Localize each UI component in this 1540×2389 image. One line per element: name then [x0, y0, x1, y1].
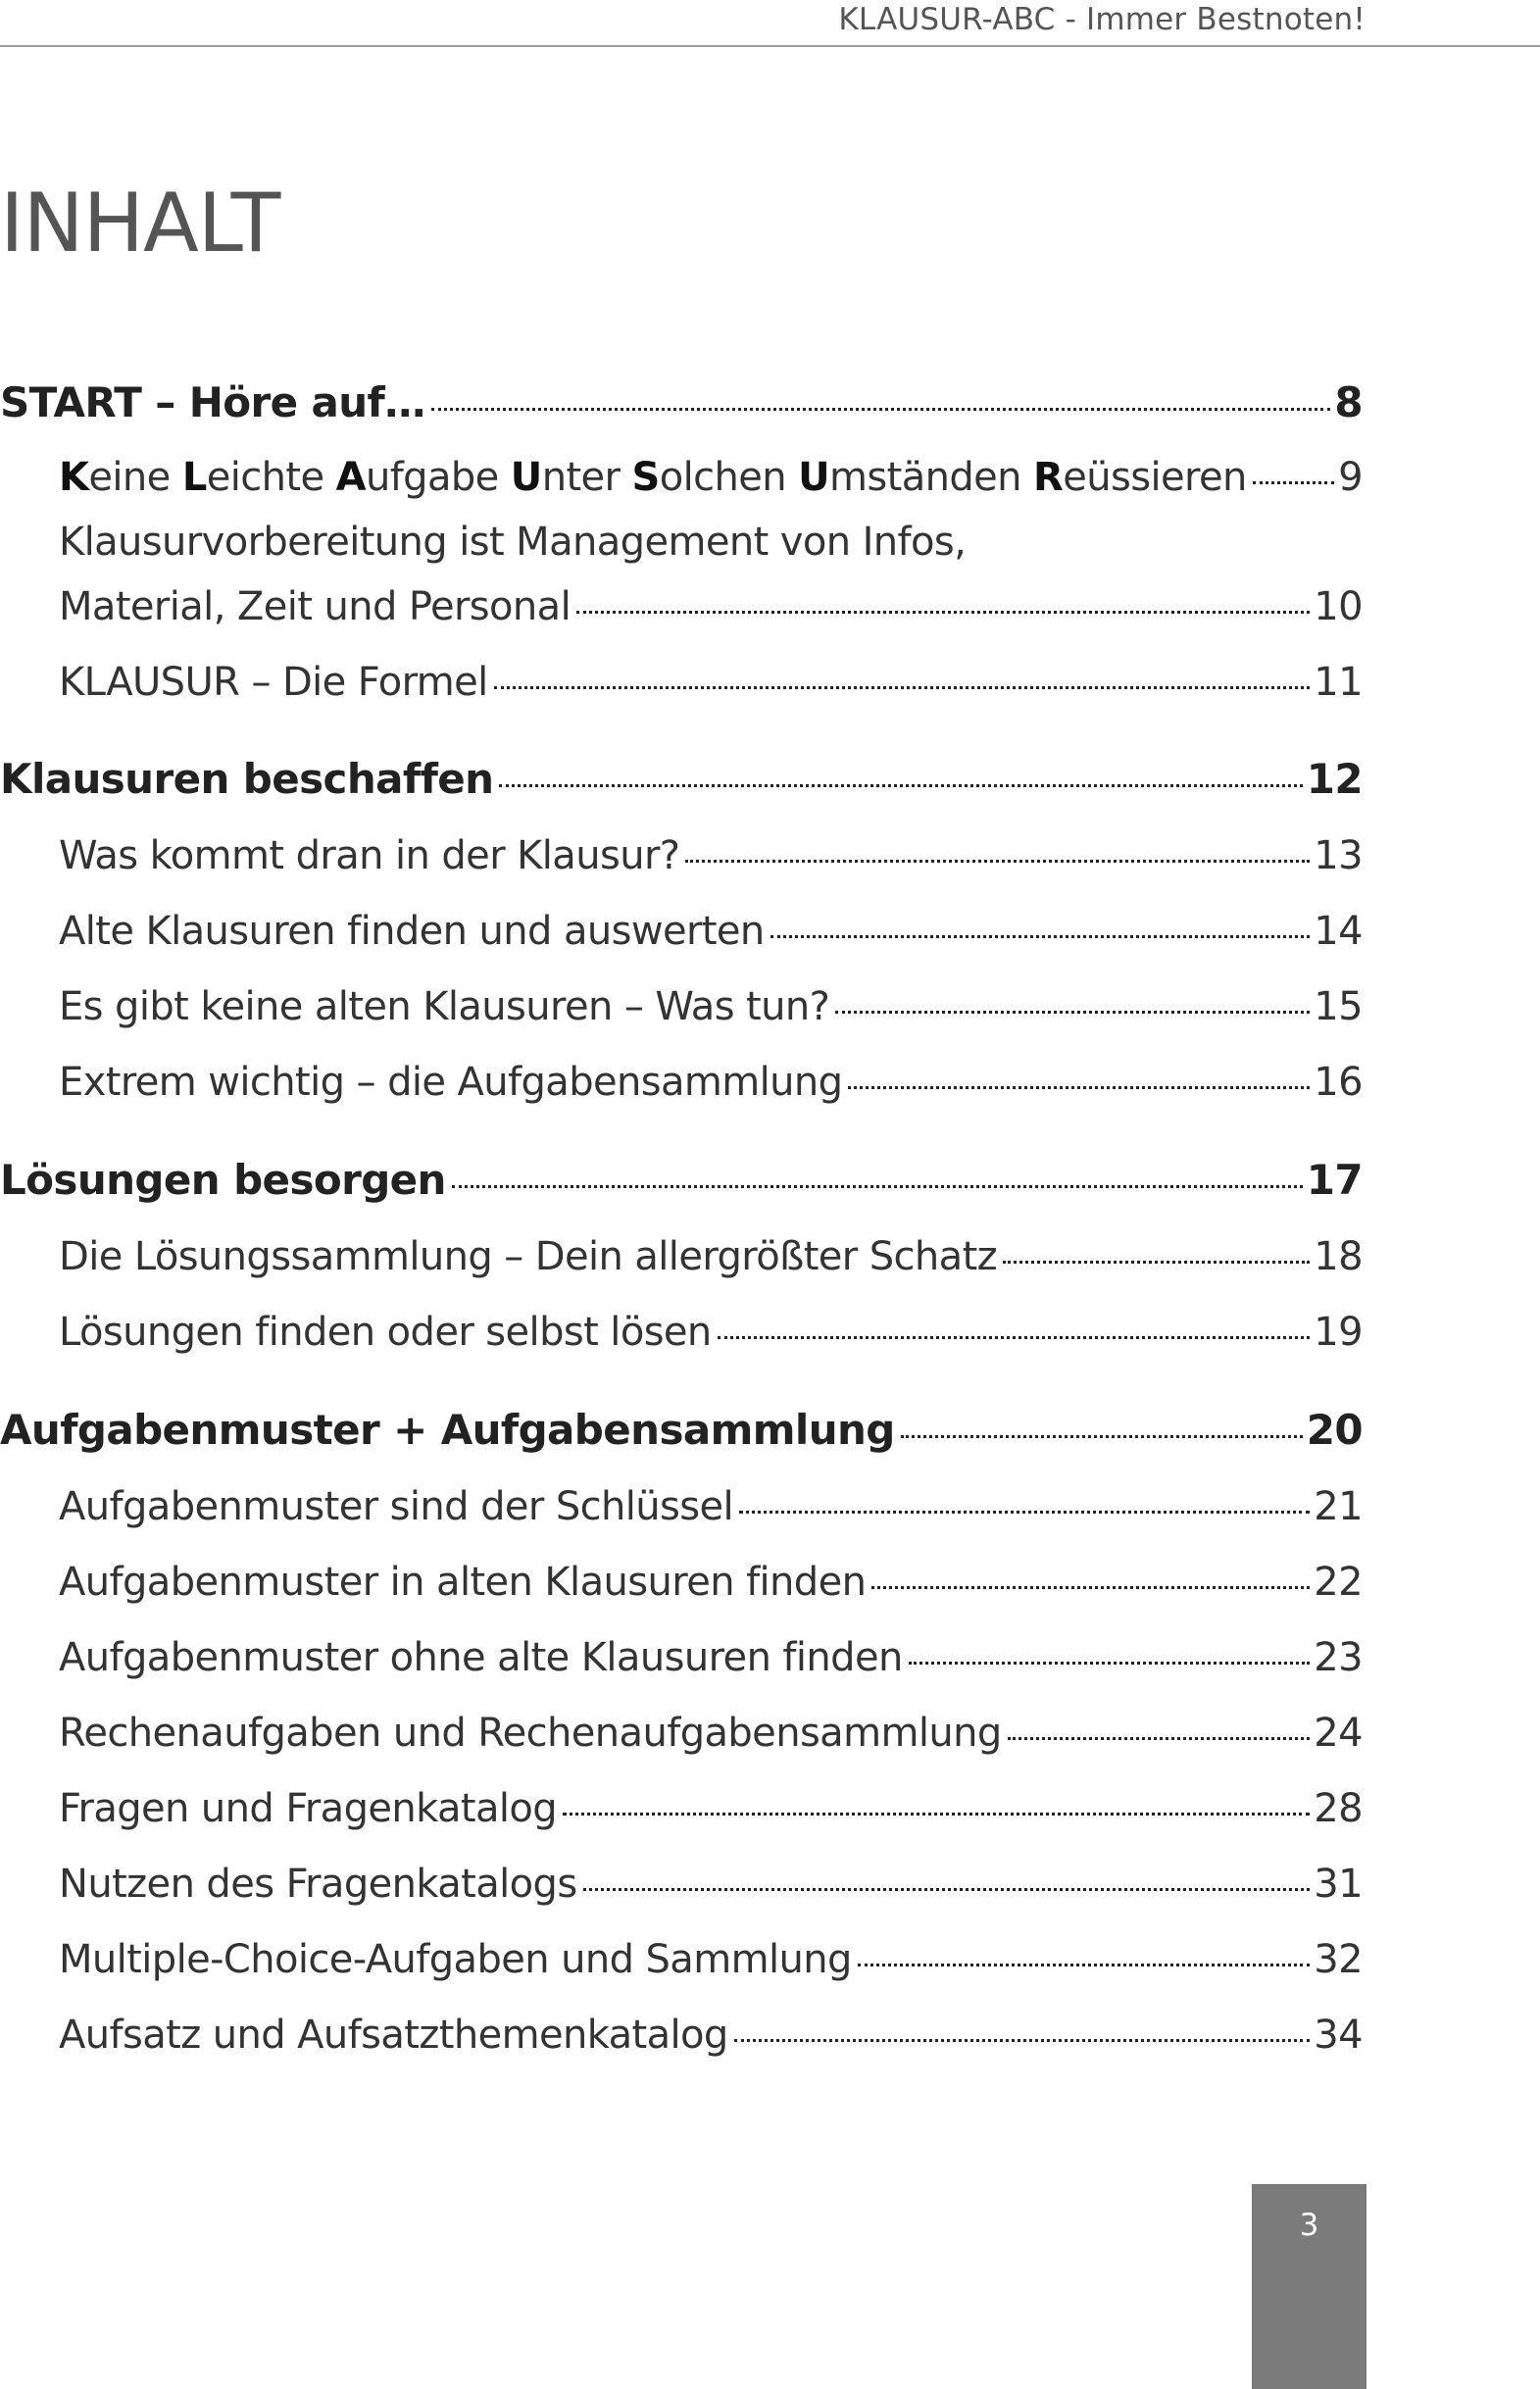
toc-page-number: 15 [1314, 984, 1363, 1029]
acrostic-initial: U [510, 455, 542, 500]
toc-section-beschaffen[interactable] [0, 755, 1363, 803]
dot-leader [770, 935, 1311, 938]
acrostic-word: ufgabe [365, 455, 511, 500]
toc-entry[interactable] [59, 2013, 1363, 2058]
toc-entry-label: Es gibt keine alten Klausuren – Was tun? [59, 984, 830, 1029]
dot-leader [739, 1511, 1310, 1514]
toc-page-number: 19 [1314, 1310, 1363, 1355]
dot-leader [901, 1435, 1303, 1438]
toc-entry-label: KLAUSUR – Die Formel [59, 660, 488, 705]
acrostic-word: eine [88, 455, 182, 500]
toc-page-number: 22 [1314, 1560, 1363, 1605]
dot-leader [494, 686, 1311, 689]
toc-page-number: 18 [1314, 1234, 1363, 1279]
acrostic-word: olchen [659, 455, 799, 500]
toc-section-loesungen[interactable] [0, 1156, 1363, 1204]
toc-entry[interactable] [59, 1711, 1363, 1756]
dot-leader [848, 1086, 1310, 1089]
toc-entry-label [59, 455, 1247, 500]
toc-section-label: Aufgabenmuster + Aufgabensammlung [0, 1406, 895, 1454]
dot-leader [734, 2039, 1311, 2042]
toc-section-label: Klausuren beschaffen [0, 755, 494, 803]
acrostic-initial: R [1033, 455, 1064, 500]
toc-page-number: 34 [1314, 2013, 1363, 2058]
toc-entry[interactable] [59, 909, 1363, 954]
toc-entry-label: Multiple-Choice-Aufgaben und Sammlung [59, 1937, 852, 1982]
dot-leader [1253, 481, 1334, 484]
toc-entry-label: Fragen und Fragenkatalog [59, 1786, 558, 1831]
acrostic-word: mständen [829, 455, 1034, 500]
toc-section-label: Lösungen besorgen [0, 1156, 446, 1204]
acrostic-word: eüssieren [1063, 455, 1247, 500]
dot-leader [452, 1185, 1303, 1188]
toc-entry-label: Nutzen des Fragenkatalogs [59, 1862, 577, 1907]
toc-entry-label: Extrem wichtig – die Aufgabensammlung [59, 1060, 843, 1105]
toc-entry[interactable] [59, 1234, 1363, 1279]
dot-leader [499, 784, 1302, 787]
dot-leader [563, 1813, 1310, 1816]
dot-leader [583, 1888, 1311, 1891]
toc-page-number: 8 [1334, 378, 1363, 426]
toc-page-number: 28 [1314, 1786, 1363, 1831]
toc-entry-label: Was kommt dran in der Klausur? [59, 833, 680, 878]
toc-page-number: 14 [1314, 909, 1363, 954]
acrostic-initial: U [798, 455, 830, 500]
toc-entry-label: Aufgabenmuster in alten Klausuren finden [59, 1560, 867, 1605]
running-header-title: KLAUSUR-ABC - Immer Bestnoten! [838, 2, 1366, 37]
toc-entry[interactable] [59, 1484, 1363, 1529]
toc-entry[interactable] [59, 984, 1363, 1029]
toc-section-label: START – Höre auf… [0, 378, 425, 426]
acrostic-initial: A [335, 455, 366, 500]
toc-page-number: 10 [1314, 584, 1363, 629]
toc-entry-label: Lösungen finden oder selbst lösen [59, 1310, 712, 1355]
dot-leader [431, 408, 1331, 411]
dot-leader [685, 860, 1310, 863]
acrostic-initial: K [59, 455, 89, 500]
dot-leader [871, 1586, 1310, 1589]
toc-entry[interactable] [59, 1560, 1363, 1605]
toc-entry-label: Die Lösungssammlung – Dein allergrößter Schatz [59, 1234, 998, 1279]
toc-page-number: 12 [1306, 755, 1363, 803]
toc-entry-label: Material, Zeit und Personal [59, 584, 571, 629]
toc-page-number: 21 [1314, 1484, 1363, 1529]
toc-page-number: 16 [1314, 1060, 1363, 1105]
toc-page-number: 23 [1314, 1635, 1363, 1680]
dot-leader [718, 1336, 1311, 1339]
toc-page-number: 31 [1314, 1862, 1363, 1907]
toc-entry-formel[interactable] [59, 660, 1363, 705]
toc-entry-management[interactable] [59, 584, 1363, 629]
toc-entry[interactable] [59, 1862, 1363, 1907]
toc-page-number: 17 [1306, 1156, 1363, 1204]
toc-entry[interactable] [59, 1786, 1363, 1831]
acrostic-initial: S [631, 455, 660, 500]
page-title: INHALT [0, 175, 280, 271]
toc-entry[interactable] [59, 833, 1363, 878]
toc-entry-label: Rechenaufgaben und Rechenaufgabensammlung [59, 1711, 1002, 1756]
acrostic-initial: L [181, 455, 207, 500]
toc-entry-acrostic[interactable] [59, 455, 1363, 500]
page-number: 3 [1299, 2208, 1319, 2243]
toc-entry-label: Alte Klausuren finden und auswerten [59, 909, 765, 954]
toc-entry-label-line1: Klausurvorbereitung ist Management von Infos, [59, 520, 967, 565]
toc-entry-label: Aufgabenmuster sind der Schlüssel [59, 1484, 734, 1529]
toc-entry[interactable] [59, 1310, 1363, 1355]
toc-page-number: 24 [1314, 1711, 1363, 1756]
toc-page-number: 11 [1314, 660, 1363, 705]
dot-leader [1003, 1261, 1310, 1264]
page-number-tab [1252, 2184, 1366, 2389]
toc-page-number: 20 [1306, 1406, 1363, 1454]
dot-leader [835, 1011, 1310, 1014]
toc-page-number: 13 [1314, 833, 1363, 878]
toc-page-number: 32 [1314, 1937, 1363, 1982]
toc-entry[interactable] [59, 1635, 1363, 1680]
toc-entry[interactable] [59, 1060, 1363, 1105]
dot-leader [909, 1662, 1311, 1665]
dot-leader [1008, 1737, 1311, 1740]
dot-leader [576, 611, 1310, 614]
toc-section-muster[interactable] [0, 1406, 1363, 1454]
dot-leader [858, 1964, 1311, 1966]
toc-section-start[interactable] [0, 378, 1363, 426]
acrostic-word: nter [541, 455, 632, 500]
toc-entry[interactable] [59, 1937, 1363, 1982]
toc-page-number: 9 [1338, 455, 1363, 500]
toc-entry-label: Aufgabenmuster ohne alte Klausuren finden [59, 1635, 903, 1680]
acrostic-word: eichte [206, 455, 336, 500]
toc-entry-label: Aufsatz und Aufsatzthemenkatalog [59, 2013, 728, 2058]
